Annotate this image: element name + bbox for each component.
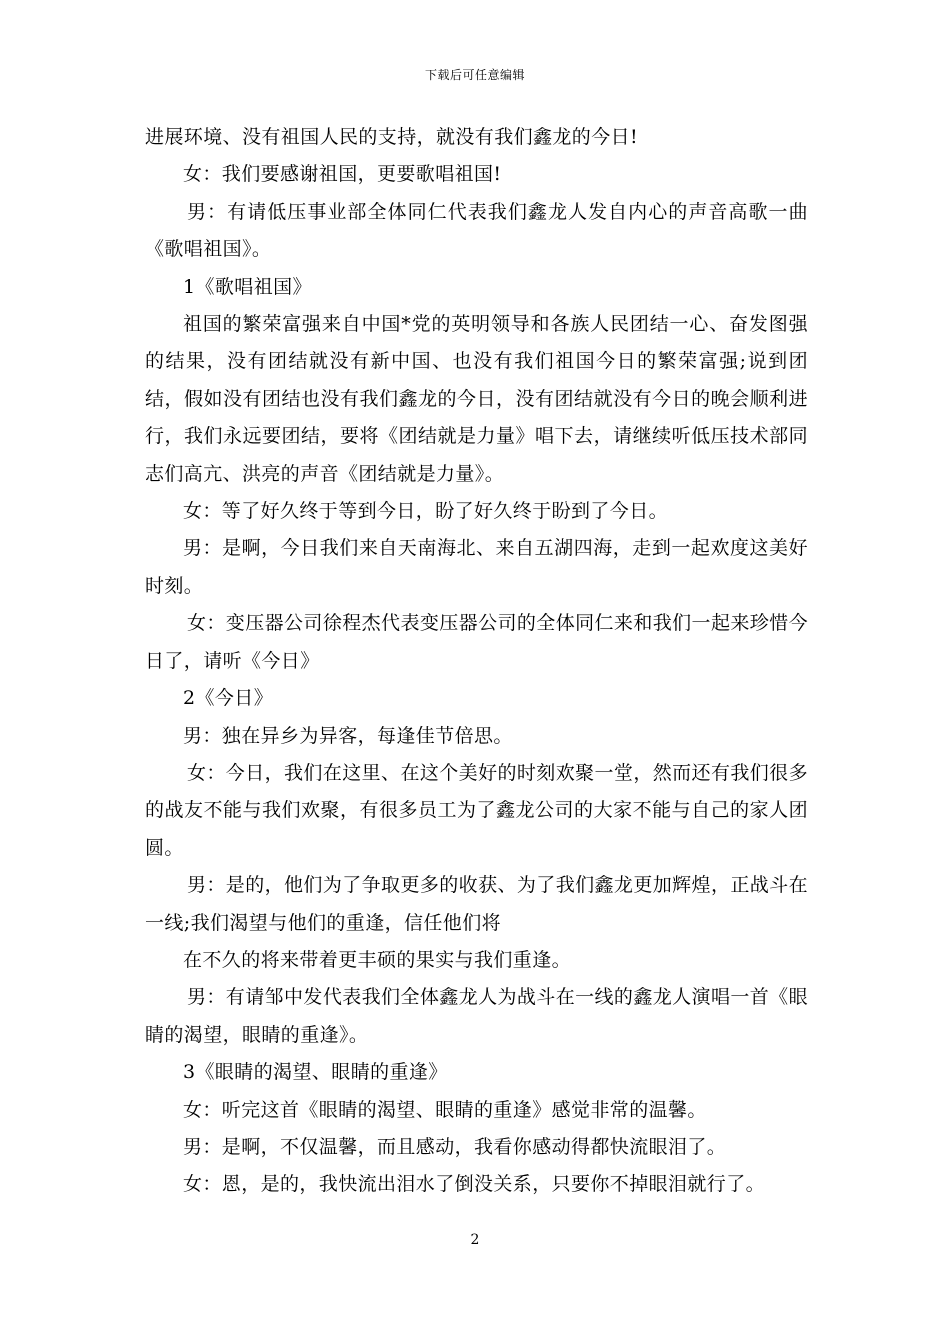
paragraph: 女：今日，我们在这里、在这个美好的时刻欢聚一堂，然而还有我们很多的战友不能与我们欢聚，有很多员工为了鑫龙公司的大家不能与自己的家人团圆。 <box>145 761 808 859</box>
paragraph: 女：我们要感谢祖国，更要歌唱祖国! <box>183 163 502 186</box>
page-header: 下载后可任意编辑 <box>424 68 525 82</box>
paragraph: 男：独在异乡为异客，每逢佳节倍思。 <box>183 724 513 747</box>
paragraph: 女：等了好久终于等到今日，盼了好久终于盼到了今日。 <box>183 500 669 523</box>
song-title: 1《歌唱祖国》 <box>183 275 312 298</box>
paragraph: 女：恩，是的，我快流出泪水了倒没关系，只要你不掉眼泪就行了。 <box>183 1173 766 1196</box>
paragraph: 进展环境、没有祖国人民的支持，就没有我们鑫龙的今日! <box>145 126 639 148</box>
paragraph: 祖国的繁荣富强来自中国*党的英明领导和各族人民团结一心、奋发图强的结果，没有团结就没有新中国、也没有我们祖国今日的繁荣富强;说到团结，假如没有团结也没有我们鑫龙的今日，没有团结就没有今日的晚会顺利进行，我们永远要团结，要将《团结就是力量》唱下去，请继续听低压技术部同志们高亢、洪亮的声音《团结就是力量》。 <box>145 313 808 485</box>
song-title: 3《眼睛的渴望、眼睛的重逢》 <box>183 1061 448 1084</box>
song-title: 2《今日》 <box>183 687 274 710</box>
paragraph: 男：有请低压事业部全体同仁代表我们鑫龙人发自内心的声音高歌一曲《歌唱祖国》。 <box>145 200 808 261</box>
paragraph: 女：变压器公司徐程杰代表变压器公司的全体同仁来和我们一起来珍惜今日了，请听《今日》 <box>145 612 808 672</box>
paragraph: 男：是啊，今日我们来自天南海北、来自五湖四海，走到一起欢度这美好时刻。 <box>145 537 808 597</box>
paragraph: 男：是的，他们为了争取更多的收获、为了我们鑫龙更加辉煌，正战斗在一线;我们渴望与他们的重逢，信任他们将 <box>145 874 808 934</box>
page-number: 2 <box>470 1232 480 1248</box>
paragraph: 在不久的将来带着更丰硕的果实与我们重逢。 <box>183 948 572 971</box>
document-body <box>145 119 808 1204</box>
paragraph: 男：有请邹中发代表我们全体鑫龙人为战斗在一线的鑫龙人演唱一首《眼睛的渴望，眼睛的重逢》。 <box>145 986 808 1046</box>
paragraph: 女：听完这首《眼睛的渴望、眼睛的重逢》感觉非常的温馨。 <box>183 1098 707 1121</box>
paragraph: 男：是啊，不仅温馨，而且感动，我看你感动得都快流眼泪了。 <box>183 1135 727 1158</box>
